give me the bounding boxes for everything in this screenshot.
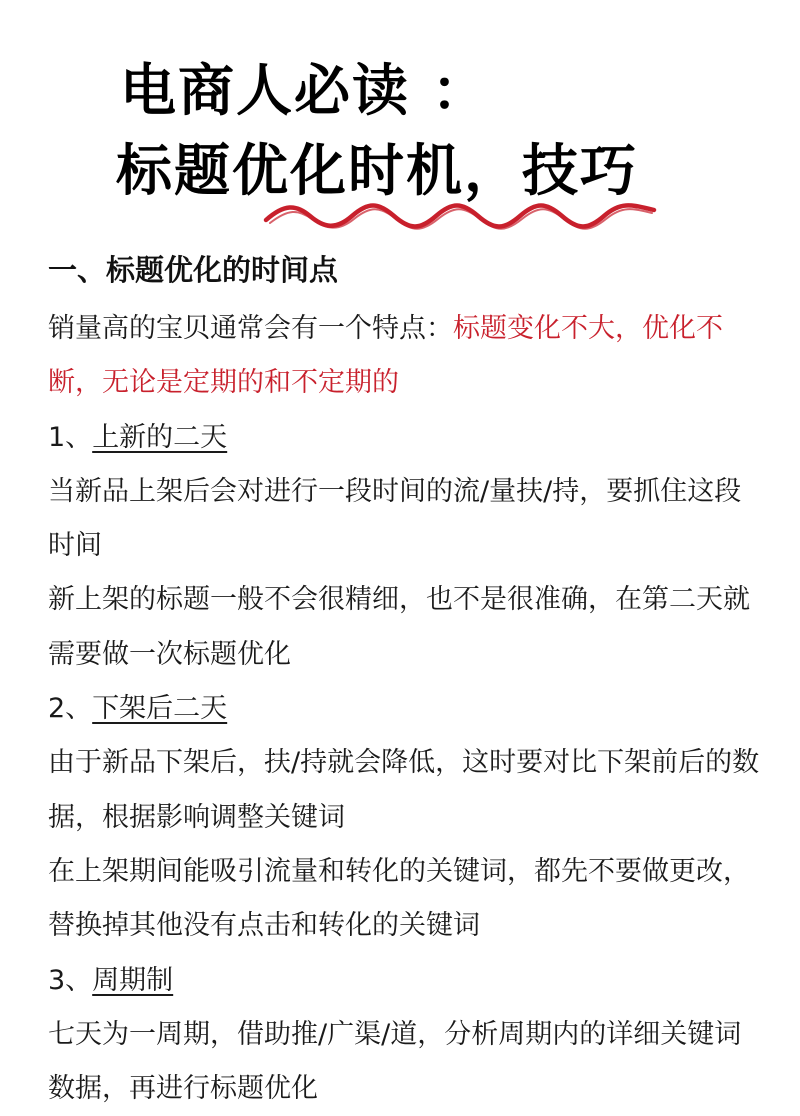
intro-highlight: 标题变化不大，优化不断，无论是定期的和不定期的	[48, 313, 723, 399]
item-number: 1、	[48, 421, 93, 453]
section-heading: 一、标题优化的时间点	[48, 253, 339, 287]
intro-paragraph	[48, 302, 768, 411]
item-3-title	[48, 954, 768, 1008]
item-2-paragraph-1: 由于新品下架后，扶/持就会降低，这时要对比下架前后的数据，根据影响调整关键词	[48, 747, 760, 833]
item-label: 上新的二天	[92, 421, 228, 453]
item-number: 2、	[48, 693, 93, 725]
red-squiggle-underline	[262, 198, 658, 232]
item-number: 3、	[48, 964, 93, 996]
title-line-1: 电商人必读 ：	[120, 59, 490, 124]
item-1-paragraph-2: 新上架的标题一般不会很精细，也不是很准确，在第二天就需要做一次标题优化	[48, 584, 750, 670]
item-label: 下架后二天	[92, 693, 228, 725]
item-1-title	[48, 411, 768, 465]
item-2-title	[48, 682, 768, 736]
item-label: 周期制	[92, 964, 174, 996]
item-1-paragraph-1: 当新品上架后会对进行一段时间的流/量扶/持，要抓住这段时间	[48, 475, 742, 562]
article-body	[48, 302, 768, 1116]
item-3-paragraph-1: 七天为一周期，借助推/广渠/道，分析周期内的详细关键词数据，再进行标题优化	[48, 1018, 742, 1105]
item-2-paragraph-2: 在上架期间能吸引流量和转化的关键词，都先不要做更改，替换掉其他没有点击和转化的关键词	[48, 855, 750, 942]
title-line-2: 标题优化时机，技巧	[116, 139, 638, 204]
intro-text: 销量高的宝贝通常会有一个特点：	[48, 313, 453, 344]
